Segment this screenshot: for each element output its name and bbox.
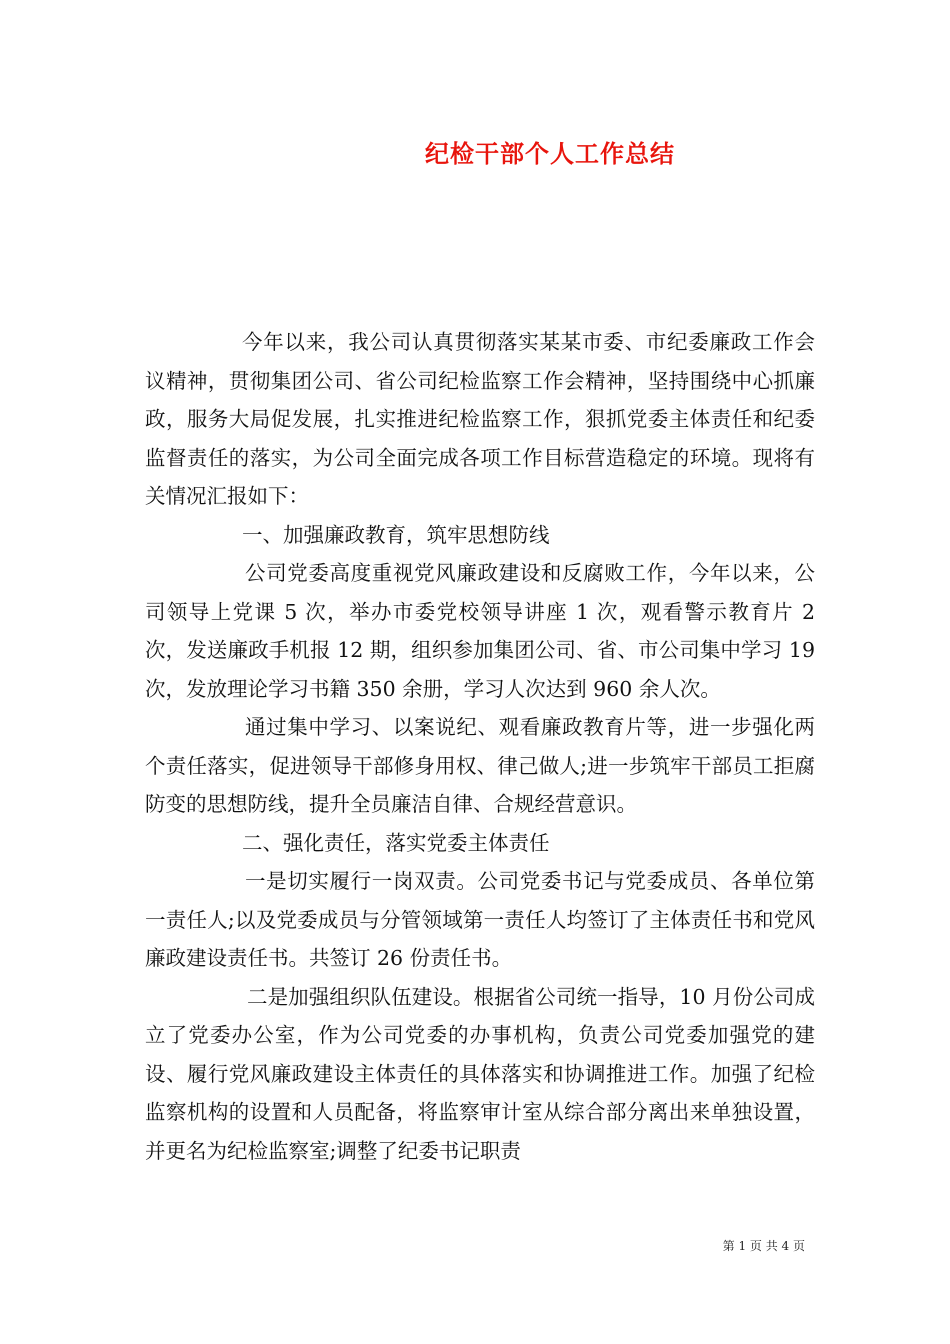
paragraph-organization: 二是加强组织队伍建设。根据省公司统一指导，10 月份公司成立了党委办公室，作为公司党委的办事机构，负责公司党委加强党的建设、履行党风廉政建设主体责任的具体落实和协调推进工作。加强了纪检监察机构的设置和人员配备，将监察审计室从综合部分离出来单独设置，并更名为纪检监察室;调整了纪委书记职责 [145,984,815,1163]
document-body [145,323,815,1170]
section-heading-1: 一、加强廉政教育，筑牢思想防线 [242,522,550,547]
section-heading-2: 二、强化责任，落实党委主体责任 [242,830,550,855]
paragraph-education: 公司党委高度重视党风廉政建设和反腐败工作，今年以来，公司领导上党课 5 次，举办市委党校领导讲座 1 次，观看警示教育片 2 次，发送廉政手机报 12 期，组织参加集团公司、省、市公司集中学习 19 次，发放理论学习书籍 350 余册，学习人次达到 960 余人次。 [145,561,815,701]
paragraph-intro: 今年以来，我公司认真贯彻落实某某市委、市纪委廉政工作会议精神，贯彻集团公司、省公司纪检监察工作会精神，坚持围绕中心抓廉政，服务大局促发展，扎实推进纪检监察工作，狠抓党委主体责任和纪委监督责任的落实，为公司全面完成各项工作目标营造稳定的环境。现将有关情况汇报如下： [145,330,815,508]
page-title [0,134,950,169]
paragraph-study: 通过集中学习、以案说纪、观看廉政教育片等，进一步强化两个责任落实，促进领导干部修身用权、律己做人;进一步筑牢干部员工拒腐防变的思想防线，提升全员廉洁自律、合规经营意识。 [145,715,815,816]
page-number: 第 1 页 共 4 页 [722,1239,805,1253]
paragraph-responsibility: 一是切实履行一岗双责。公司党委书记与党委成员、各单位第一责任人;以及党委成员与分管领域第一责任人均签订了主体责任书和党风廉政建设责任书。共签订 26 份责任书。 [145,869,815,970]
page-title-text: 纪检干部个人工作总结 [425,139,675,168]
